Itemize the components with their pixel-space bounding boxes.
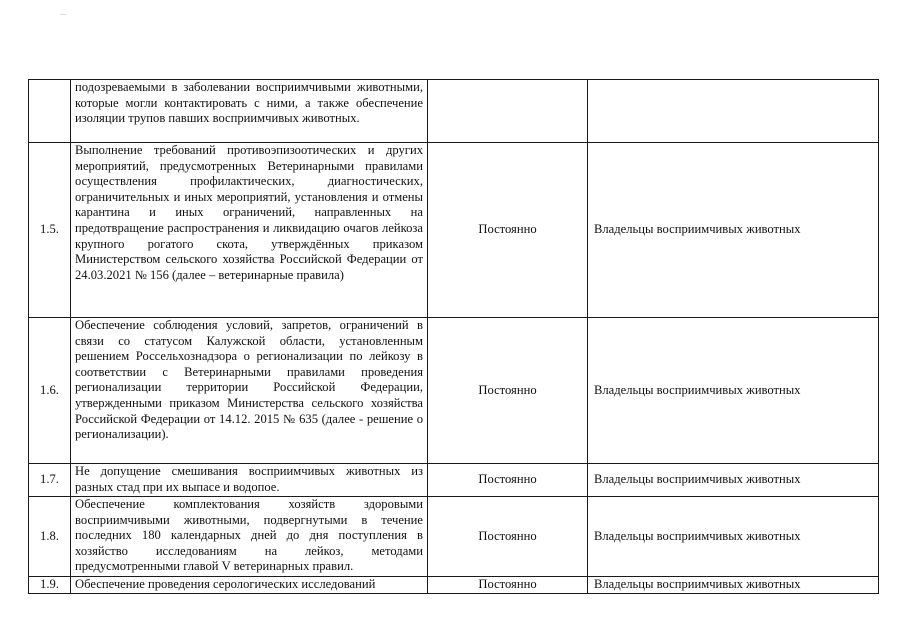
table-row bbox=[29, 464, 879, 497]
measure-term: Постоянно bbox=[428, 143, 588, 318]
measure-text: Выполнение требований противоэпизоотических и других мероприятий, предусмотренных Ветеринарными правилами осуществления профилактических, диагностических, ограничительных и иных мероприятий, установления и отмены карантина и иных ограничений, направленных на предотвращение распространения и ликвидацию очагов лейкоза крупного рогатого скота, утверждённых приказом Министерством сельского хозяйства Российской Федерации от 24.03.2021 № 156 (далее – ветеринарные правила) bbox=[71, 143, 428, 318]
measure-term bbox=[428, 80, 588, 143]
row-number: 1.9. bbox=[29, 577, 71, 594]
measure-responsible: Владельцы восприимчивых животных bbox=[588, 143, 879, 318]
measures-table bbox=[28, 79, 879, 594]
row-number: 1.7. bbox=[29, 464, 71, 497]
measure-term: Постоянно bbox=[428, 464, 588, 497]
row-number: 1.8. bbox=[29, 497, 71, 577]
table-row bbox=[29, 577, 879, 594]
measure-responsible: Владельцы восприимчивых животных bbox=[588, 464, 879, 497]
measure-responsible: Владельцы восприимчивых животных bbox=[588, 577, 879, 594]
measure-responsible: Владельцы восприимчивых животных bbox=[588, 497, 879, 577]
measure-text: Обеспечение соблюдения условий, запретов, ограничений в связи со статусом Калужской области, установленным решением Россельхознадзора о регионализации по лейкозу в соответствии с Ветеринарными правилами проведения регионализации территории Российской Федерации, утвержденными приказом Министерства сельского хозяйства Российской Федерации от 14.12. 2015 № 635 (далее - решение о регионализации). bbox=[71, 318, 428, 464]
measure-text: подозреваемыми в заболевании восприимчивыми животными, которые могли контактировать с ними, а также обеспечение изоляции трупов павших восприимчивых животных. bbox=[71, 80, 428, 143]
scan-artifact bbox=[60, 14, 66, 15]
table-row bbox=[29, 497, 879, 577]
table-row bbox=[29, 80, 879, 143]
measure-term: Постоянно bbox=[428, 497, 588, 577]
measure-text: Не допущение смешивания восприимчивых животных из разных стад при их выпасе и водопое. bbox=[71, 464, 428, 497]
table-row bbox=[29, 318, 879, 464]
table-row bbox=[29, 143, 879, 318]
row-number bbox=[29, 80, 71, 143]
measure-term: Постоянно bbox=[428, 318, 588, 464]
measure-term: Постоянно bbox=[428, 577, 588, 594]
row-number: 1.6. bbox=[29, 318, 71, 464]
measure-text: Обеспечение проведения серологических исследований bbox=[71, 577, 428, 594]
measure-responsible: Владельцы восприимчивых животных bbox=[588, 318, 879, 464]
measure-responsible bbox=[588, 80, 879, 143]
measure-text: Обеспечение комплектования хозяйств здоровыми восприимчивыми животными, подвергнутыми в течение последних 180 календарных дней до дня поступления в хозяйство исследованиям на лейкоз, методами предусмотренными главой V ветеринарных правил. bbox=[71, 497, 428, 577]
row-number: 1.5. bbox=[29, 143, 71, 318]
